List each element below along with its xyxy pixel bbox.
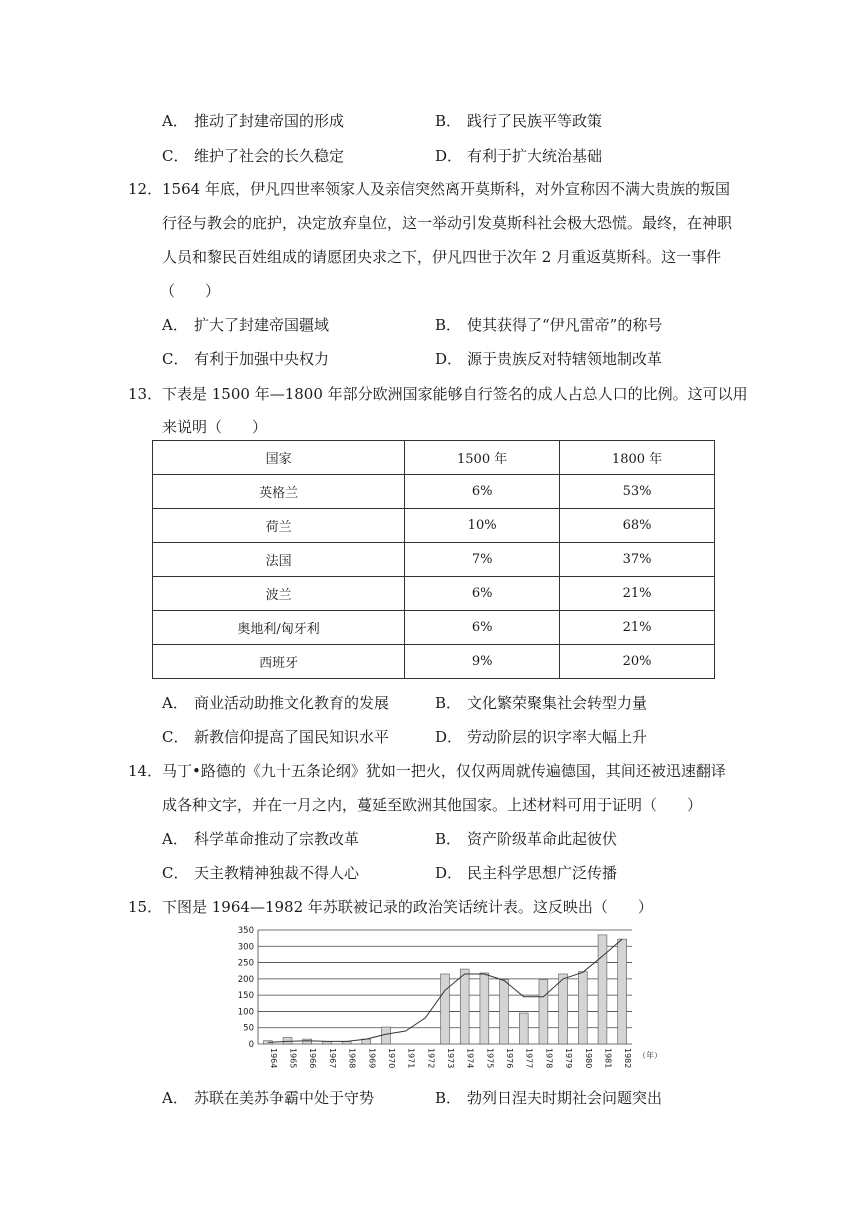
q12-stem-line: 人员和黎民百姓组成的请愿团央求之下，伊凡四世于次年 2 月重返莫斯科。这一事件 (162, 248, 722, 266)
q12-stem-line: 1564 年底，伊凡四世率领家人及亲信突然离开莫斯科，对外宣称因不满大贵族的叛国 (162, 180, 730, 198)
table-cell: 9% (405, 645, 560, 679)
q12-option-c[interactable]: C． 有利于加强中央权力 (162, 350, 330, 368)
x-tick-label: 1977 (524, 1048, 534, 1069)
table-cell: 20% (560, 645, 715, 679)
y-tick-label: 0 (248, 1040, 254, 1050)
q14-number: 14． (128, 762, 163, 780)
table-cell: 53% (560, 475, 715, 509)
chart-bar (500, 980, 509, 1044)
y-tick-label: 50 (243, 1023, 254, 1034)
q14-option-c[interactable]: C． 天主教精神独裁不得人心 (162, 864, 360, 882)
x-tick-label: 1975 (485, 1048, 495, 1069)
table-header-cell: 1500 年 (405, 441, 560, 475)
q11-option-a[interactable]: A． 推动了封建帝国的形成 (162, 112, 345, 130)
table-row (153, 509, 715, 543)
chart-bar (382, 1027, 391, 1044)
x-tick-label: 1982 (623, 1048, 633, 1069)
table-cell: 法国 (153, 543, 405, 577)
q15-number: 15． (128, 898, 163, 916)
table-header-cell: 国家 (153, 441, 405, 475)
chart-bar (460, 969, 469, 1044)
chart-x-ticks (269, 1048, 632, 1068)
table-header-row (153, 441, 715, 475)
y-tick-label: 100 (237, 1007, 254, 1018)
y-tick-label: 300 (237, 942, 254, 953)
x-tick-label: 1979 (564, 1048, 574, 1069)
x-tick-label: 1967 (327, 1048, 337, 1069)
q12-option-a[interactable]: A． 扩大了封建帝国疆域 (162, 316, 330, 334)
q14-stem-line: 成各种文字，并在一月之内，蔓延至欧洲其他国家。上述材料可用于证明（ ） (162, 796, 703, 814)
y-tick-label: 250 (237, 958, 254, 969)
political-jokes-chart (220, 920, 670, 1070)
q13-stem-line: 下表是 1500 年—1800 年部分欧洲国家能够自行签名的成人占总人口的比例。这可以用 (162, 385, 748, 403)
chart-bar (519, 1013, 528, 1044)
x-tick-label: 1970 (386, 1048, 396, 1069)
x-tick-label: 1972 (426, 1048, 436, 1069)
table-cell: 荷兰 (153, 509, 405, 543)
q11-option-d[interactable]: D． 有利于扩大统治基础 (435, 147, 603, 165)
table-cell: 7% (405, 543, 560, 577)
x-tick-label: 1971 (406, 1048, 416, 1069)
q14-option-d[interactable]: D． 民主科学思想广泛传播 (435, 864, 618, 882)
table-cell: 21% (560, 577, 715, 611)
x-tick-label: 1964 (268, 1048, 278, 1069)
chart-bar (283, 1037, 292, 1044)
x-tick-label: 1980 (583, 1048, 593, 1069)
table-cell: 西班牙 (153, 645, 405, 679)
x-tick-label: 1974 (465, 1048, 475, 1069)
q12-option-b[interactable]: B． 使其获得了“伊凡雷帝”的称号 (435, 316, 663, 334)
x-tick-label: 1981 (603, 1048, 613, 1069)
q14-option-a[interactable]: A． 科学革命推动了宗教改革 (162, 830, 360, 848)
chart-bar (598, 935, 607, 1044)
q12-answer-blank: （ ） (160, 282, 221, 300)
chart-y-ticks (238, 926, 254, 1050)
table-cell: 6% (405, 611, 560, 645)
q13-option-b[interactable]: B． 文化繁荣聚集社会转型力量 (435, 694, 648, 712)
table-row (153, 577, 715, 611)
x-tick-label: 1965 (288, 1048, 298, 1069)
q14-option-b[interactable]: B． 资产阶级革命此起彼伏 (435, 830, 618, 848)
q13-option-c[interactable]: C． 新教信仰提高了国民知识水平 (162, 728, 390, 746)
x-tick-label: 1976 (505, 1048, 515, 1069)
x-axis-unit: （年） (638, 1051, 662, 1060)
q15-option-a[interactable]: A． 苏联在美苏争霸中处于守势 (162, 1089, 375, 1107)
table-cell: 英格兰 (153, 475, 405, 509)
table-cell: 6% (405, 475, 560, 509)
y-tick-label: 200 (237, 974, 254, 985)
y-tick-label: 350 (237, 926, 254, 936)
chart-bar (539, 980, 548, 1044)
table-cell: 37% (560, 543, 715, 577)
table-cell: 68% (560, 509, 715, 543)
q13-stem-line: 来说明（ ） (162, 418, 268, 436)
table-row (153, 475, 715, 509)
q11-option-c[interactable]: C． 维护了社会的长久稳定 (162, 147, 345, 165)
x-tick-label: 1969 (367, 1048, 377, 1069)
x-tick-label: 1966 (308, 1048, 318, 1069)
table-cell: 波兰 (153, 577, 405, 611)
y-tick-label: 150 (237, 991, 254, 1002)
table-row (153, 611, 715, 645)
q13-number: 13． (128, 385, 163, 403)
q12-option-d[interactable]: D． 源于贵族反对特辖领地制改革 (435, 350, 663, 368)
chart-bar (559, 974, 568, 1044)
chart-bar (618, 939, 627, 1044)
q12-number: 12． (128, 180, 163, 198)
chart-bar (480, 973, 489, 1044)
x-tick-label: 1978 (544, 1048, 554, 1069)
chart-bar (441, 974, 450, 1044)
chart-bar (303, 1039, 312, 1044)
literacy-table (152, 440, 715, 679)
x-tick-label: 1968 (347, 1048, 357, 1069)
table-cell: 21% (560, 611, 715, 645)
q15-option-b[interactable]: B． 勃列日涅夫时期社会问题突出 (435, 1089, 663, 1107)
q11-option-b[interactable]: B． 践行了民族平等政策 (435, 112, 603, 130)
table-row (153, 645, 715, 679)
table-header-cell: 1800 年 (560, 441, 715, 475)
table-cell: 10% (405, 509, 560, 543)
q12-stem-line: 行径与教会的庇护，决定放弃皇位，这一举动引发莫斯科社会极大恐慌。最终，在神职 (162, 214, 733, 232)
table-cell: 6% (405, 577, 560, 611)
x-tick-label: 1973 (446, 1048, 455, 1069)
chart-bar (578, 972, 587, 1044)
q14-stem-line: 马丁•路德的《九十五条论纲》犹如一把火，仅仅两周就传遍德国，其间还被迅速翻译 (162, 762, 726, 780)
q15-stem-line: 下图是 1964—1982 年苏联被记录的政治笑话统计表。这反映出（ ） (162, 898, 653, 916)
q13-option-d[interactable]: D． 劳动阶层的识字率大幅上升 (435, 728, 648, 746)
table-row (153, 543, 715, 577)
table-cell: 奥地利/匈牙利 (153, 611, 405, 645)
q13-option-a[interactable]: A． 商业活动助推文化教育的发展 (162, 694, 390, 712)
